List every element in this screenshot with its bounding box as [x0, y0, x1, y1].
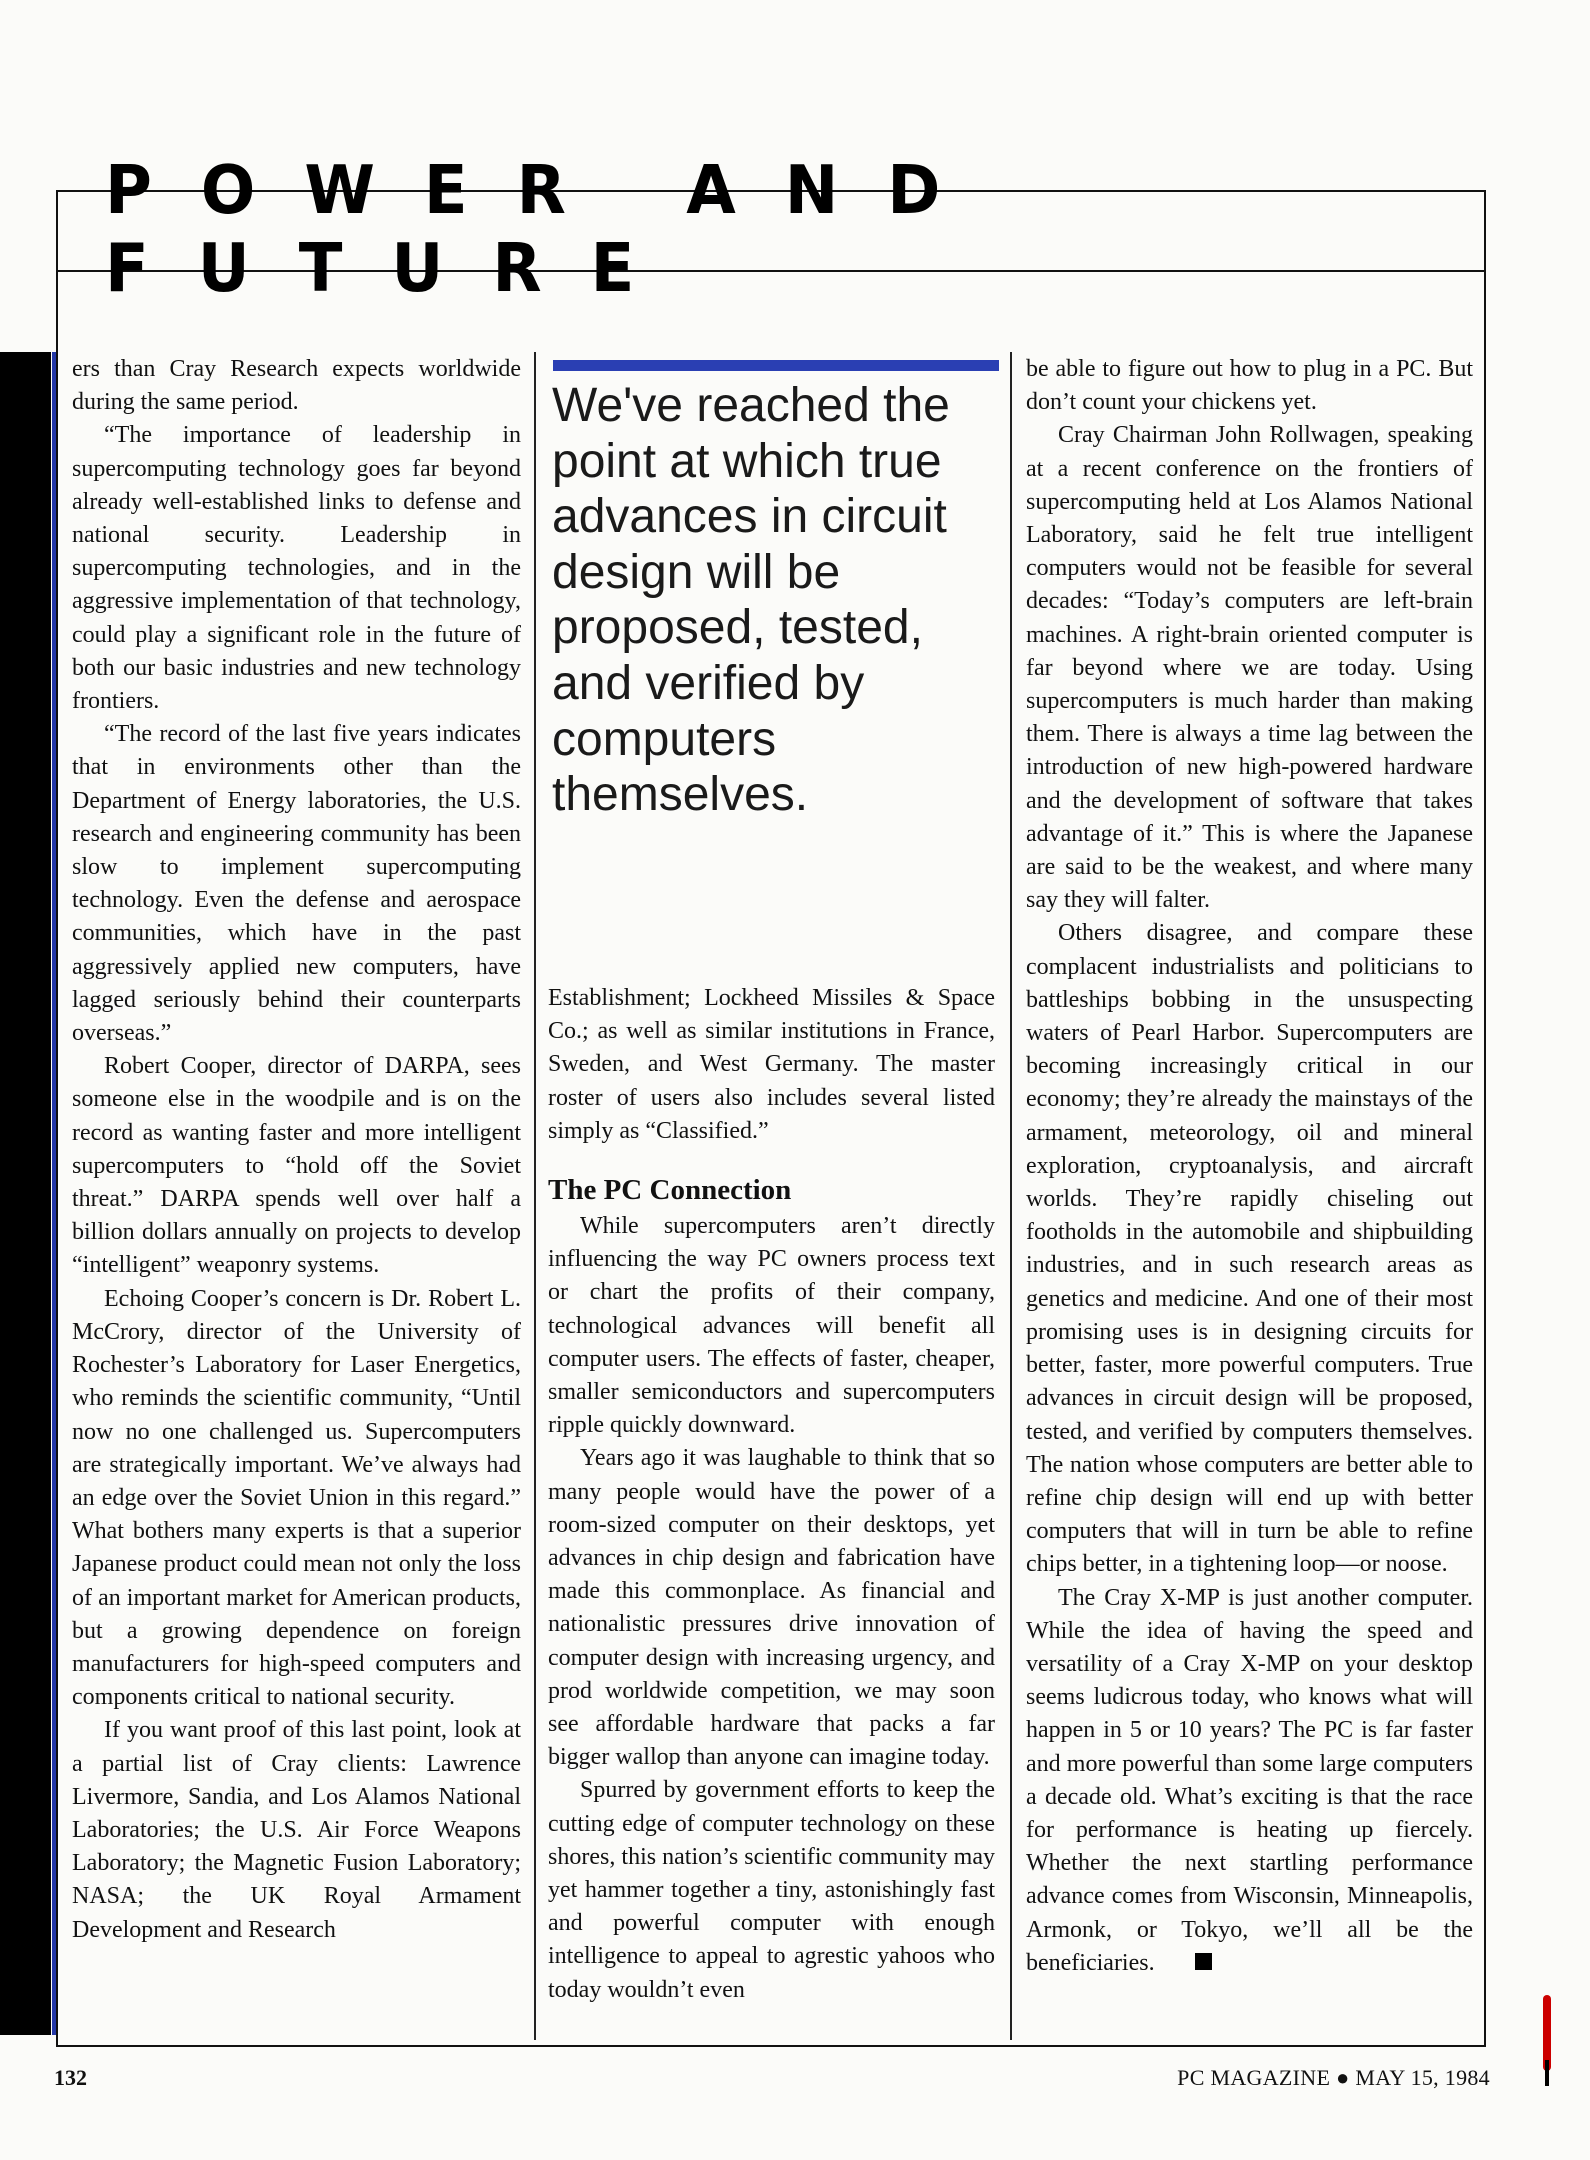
- article-column-2: [548, 982, 995, 2007]
- page-number: 132: [54, 2065, 87, 2090]
- paragraph: “The importance of leadership in supercomputing technology goes far beyond already well-established links to defense and national security. Leadership in supercomputing technologies, and in the aggressive implementation of that technology, could play a significant role in the future of both our basic industries and new technology frontiers.: [72, 422, 521, 715]
- paragraph: Years ago it was laughable to think that so many people would have the power of a room-sized computer on their desktops, yet advances in chip design and fabrication have made this commonplace. As financial and nationalistic pressures drive innovation of computer design with increasing urgency, and prod worldwide competition, we may soon see affordable hardware that packs a far bigger wallop than anyone can imagine today.: [548, 1445, 995, 1771]
- column-rule-2: [1010, 352, 1012, 2040]
- section-title: POWER AND FUTURE: [105, 152, 990, 308]
- section-header: [56, 152, 1486, 308]
- paragraph: While supercomputers aren’t directly influencing the way PC owners process text or chart the profits of their company, technological advances will benefit all computer users. The effects of faster, cheaper, smaller semiconductors and supercomputers ripple quickly downward.: [548, 1213, 995, 1439]
- pullquote-bar: [553, 360, 999, 371]
- left-margin-bar: [0, 352, 51, 2035]
- paragraph-final: [1026, 1582, 1473, 1980]
- column-rule-1: [534, 352, 536, 2040]
- paragraph: Spurred by government efforts to keep the cutting edge of computer technology on these shores, this nation’s scientific community may yet hammer together a tiny, astonishingly fast and powerful computer with enough intelligence to appeal to agrestic yahoos who today wouldn’t even: [548, 1777, 995, 2003]
- pullquote: We've reached the point at which true advances in circuit design will be proposed, tested, and verified by computers themselves.: [552, 379, 950, 822]
- paragraph: If you want proof of this last point, look at a partial list of Cray clients: Lawrence Livermore, Sandia, and Los Alamos National Laboratories; the U.S. Air Force Weapons Laboratory; the Magnetic Fusion Laboratory; NASA; the UK Royal Armament Development and Research: [72, 1717, 521, 1943]
- paragraph: Echoing Cooper’s concern is Dr. Robert L. McCrory, director of the University of Rochester’s Laboratory for Laser Energetics, who reminds the scientific community, “Until now no one challenged us. Supercomputers are strategically important. We’ve always had an edge over the Soviet Union in this regard.” What bothers many experts is that a superior Japanese product could mean not only the loss of an important market for American products, but a growing dependence on foreign manufacturers for high-speed computers and components critical to national security.: [72, 1285, 521, 1711]
- article-column-3: [1026, 353, 1473, 1980]
- paragraph: Establishment; Lockheed Missiles & Space Co.; as well as similar institutions in France, Sweden, and West Germany. The master roster of users also includes several listed simply as “Classified.”: [548, 985, 995, 1144]
- paragraph: Robert Cooper, director of DARPA, sees someone else in the woodpile and is on the record as wanting faster and more intelligent supercomputers to “hold off the Soviet threat.” DARPA spends well over half a billion dollars annually on projects to develop “intelligent” weaponry systems.: [72, 1053, 521, 1279]
- final-text: The Cray X-MP is just another computer. While the idea of having the speed and versatility of a Cray X-MP on your desktop seems ludicrous today, who knows what will happen in 5 or 10 years? The PC is far faster and more powerful than some large computers a decade old. What’s exciting is that the race for performance is heating up fiercely. Whether the next startling performance advance comes from Wisconsin, Minneapolis, Armonk, or Tokyo, we’ll all be the beneficiaries.: [1026, 1584, 1473, 1976]
- publication-footer: PC MAGAZINE ● MAY 15, 1984: [1177, 2065, 1490, 2090]
- paragraph: Others disagree, and compare these complacent industrialists and politicians to battleships bobbing in the unsuspecting waters of Pearl Harbor. Supercomputers are becoming increasingly critical in our economy; they’re already the mainstays of the armament, meteorology, oil and mineral exploration, cryptoanalysis, and aircraft worlds. They’re rapidly chiseling out footholds in the automobile and shipbuilding industries, and in such research areas as genetics and medicine. And one of their most promising uses is in designing circuits for better, faster, more powerful computers. True advances in circuit design will be proposed, tested, and verified by computers themselves. The nation whose computers are better able to refine chip design will end up with better computers that will in turn be able to refine chips better, in a tightening loop—or noose.: [1026, 920, 1473, 1578]
- end-mark-icon: [1195, 1953, 1212, 1970]
- paragraph: ers than Cray Research expects worldwide during the same period.: [72, 356, 521, 416]
- paragraph: “The record of the last five years indicates that in environments other than the Department of Energy laboratories, the U.S. research and engineering community has been slow to implement supercomputing technology. Even the defense and aerospace communities, which have in the past aggressively applied new computers, have lagged seriously behind their counterparts overseas.”: [72, 721, 521, 1047]
- subheading: The PC Connection: [548, 1174, 792, 1207]
- article-column-1: [72, 353, 521, 1947]
- pen-tip-icon: [1545, 2060, 1549, 2086]
- paragraph: Cray Chairman John Rollwagen, speaking at a recent conference on the frontiers of supercomputing held at Los Alamos National Laboratory, said he felt true intelligent computers would not be feasible for several decades: “Today’s computers are left-brain machines. A right-brain oriented computer is far beyond where we are today. Using supercomputers is much harder than making them. There is always a time lag between the introduction of new high-powered hardware and the development of software that takes advantage of it.” This is where the Japanese are said to be the weakest, and where many say they will falter.: [1026, 422, 1473, 914]
- paragraph: be able to figure out how to plug in a PC. But don’t count your chickens yet.: [1026, 356, 1473, 416]
